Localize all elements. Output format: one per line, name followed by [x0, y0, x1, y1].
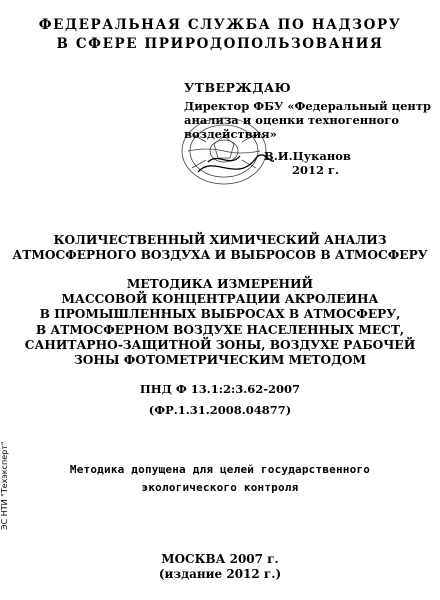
publication-info: [0, 552, 440, 582]
title-line-2: АТМОСФЕРНОГО ВОЗДУХА И ВЫБРОСОВ В АТМОСФЕРУ: [12, 248, 428, 262]
document-title: [0, 233, 440, 263]
approval-block: [184, 80, 434, 177]
note-line-2: экологического контроля: [141, 481, 299, 494]
method-title: [0, 277, 440, 368]
edition-year: (издание 2012 г.): [158, 567, 282, 581]
method-line-5: САНИТАРНО-ЗАЩИТНОЙ ЗОНЫ, ВОЗДУХЕ РАБОЧЕЙ: [24, 337, 416, 352]
approval-note: [0, 461, 440, 497]
method-line-3: В ПРОМЫШЛЕННЫХ ВЫБРОСАХ В АТМОСФЕРУ,: [39, 307, 401, 322]
signatory-name: В.И.Цуканов: [264, 149, 351, 163]
approval-line-3: воздействия»: [184, 127, 277, 141]
title-line-1: КОЛИЧЕСТВЕННЫЙ ХИМИЧЕСКИЙ АНАЛИЗ: [53, 233, 387, 247]
side-watermark-label: ЭС НТИ "Техэксперт": [0, 441, 9, 530]
method-line-2: МАССОВОЙ КОНЦЕНТРАЦИИ АКРОЛЕИНА: [61, 292, 379, 307]
city-year: МОСКВА 2007 г.: [161, 552, 279, 566]
pnd-code: ПНД Ф 13.1:2:3.62-2007: [139, 382, 301, 396]
approval-line-2: анализа и оценки техногенного: [184, 113, 399, 127]
approval-year: 2012 г.: [292, 163, 340, 177]
agency-line-1: ФЕДЕРАЛЬНАЯ СЛУЖБА ПО НАДЗОРУ: [38, 17, 402, 33]
note-line-1: Методика допущена для целей государственного: [69, 463, 371, 476]
agency-header: [0, 16, 440, 54]
approval-heading: УТВЕРЖДАЮ: [184, 80, 292, 95]
agency-line-2: В СФЕРЕ ПРИРОДОПОЛЬЗОВАНИЯ: [56, 36, 384, 52]
approval-line-1: Директор ФБУ «Федеральный центр: [184, 99, 432, 113]
method-line-4: В АТМОСФЕРНОМ ВОЗДУХЕ НАСЕЛЕННЫХ МЕСТ,: [35, 322, 405, 337]
fr-registration-code: (ФР.1.31.2008.04877): [148, 403, 292, 417]
method-line-1: МЕТОДИКА ИЗМЕРЕНИЙ: [126, 277, 314, 291]
method-line-6: ЗОНЫ ФОТОМЕТРИЧЕСКИМ МЕТОДОМ: [73, 353, 367, 368]
